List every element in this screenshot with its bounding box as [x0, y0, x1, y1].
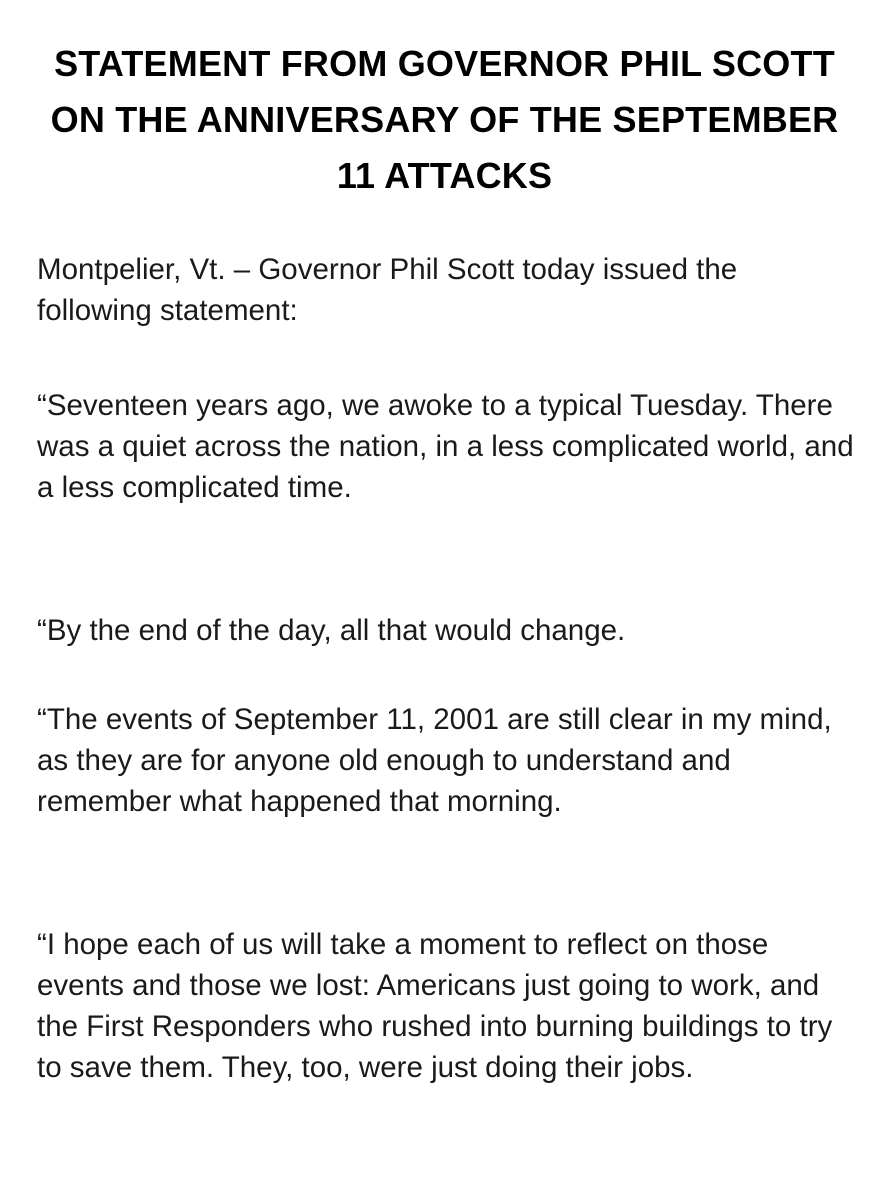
events-paragraph: “The events of September 11, 2001 are still clear in my mind, as they are for anyone old enough to understand and remember what happened that morning. — [37, 703, 832, 818]
intro-paragraph: Montpelier, Vt. – Governor Phil Scott today issued the following statement: — [37, 253, 738, 327]
seventeen-years-paragraph: “Seventeen years ago, we awoke to a typical Tuesday. There was a quiet across the nation, in a less complicated world, and a less complicated time. — [37, 389, 854, 504]
reflection-paragraph: “I hope each of us will take a moment to reflect on those events and those we lost: Americans just going to work, and the First Responders who rushed into burning buildings to try to save them. They, too, were just doing their jobs. — [37, 928, 833, 1084]
end-of-day-paragraph: “By the end of the day, all that would change. — [37, 614, 626, 647]
statement-title: STATEMENT FROM GOVERNOR PHIL SCOTT ON THE ANNIVERSARY OF THE SEPTEMBER 11 ATTACKS — [50, 43, 839, 196]
